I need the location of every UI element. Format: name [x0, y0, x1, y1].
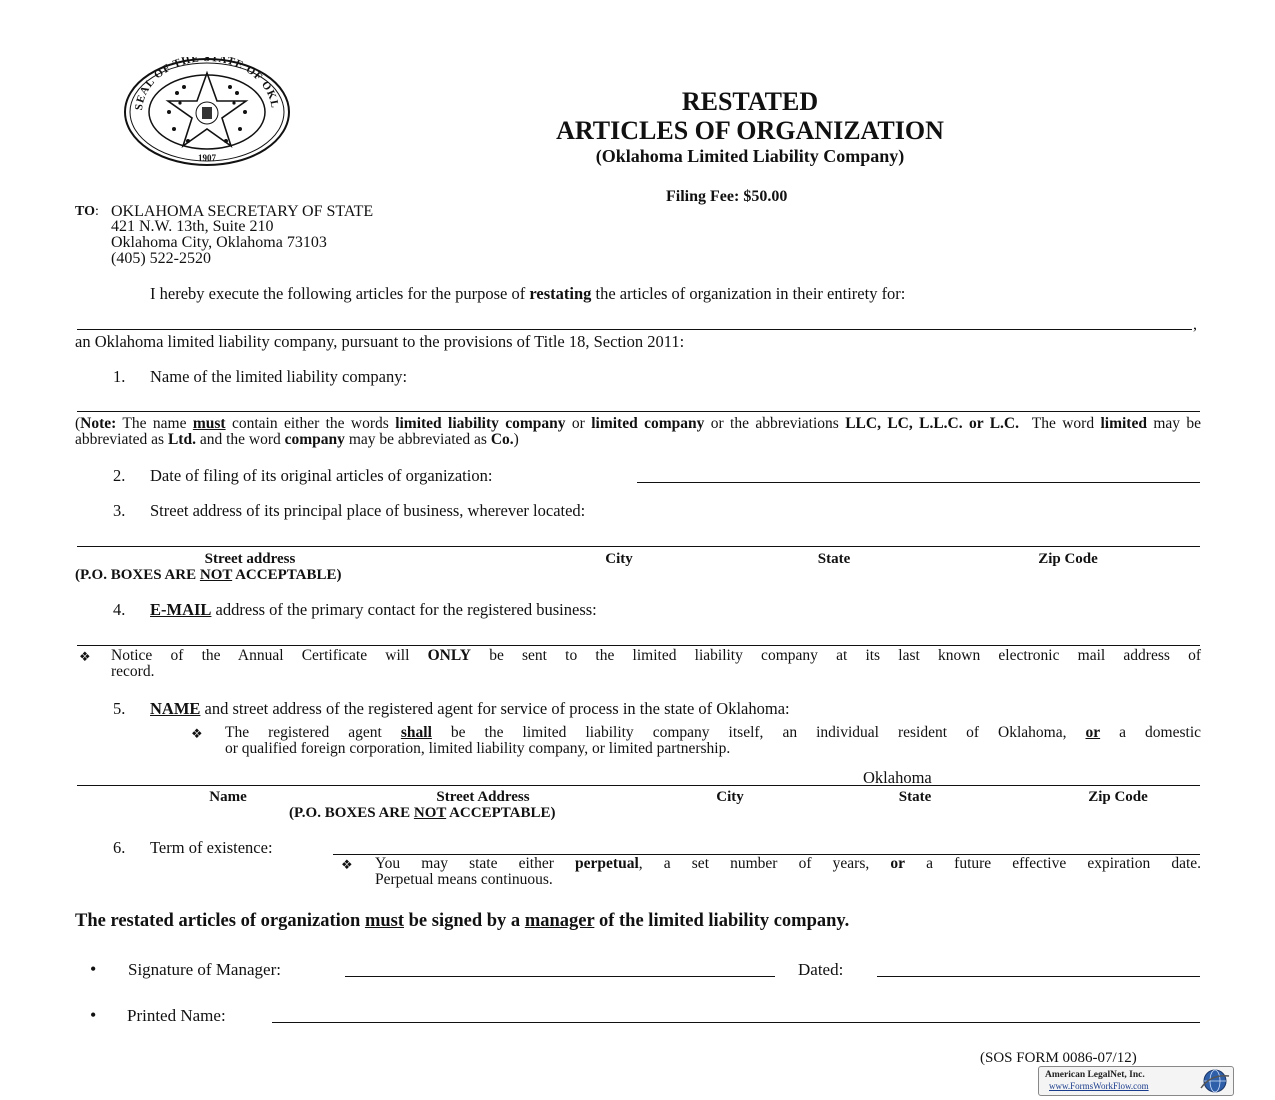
item4-number: 4. [113, 600, 126, 619]
item4-label: E-MAIL address of the primary contact for the registered business: [150, 600, 597, 619]
item4-notice-line-2: record. [111, 663, 155, 680]
item4-bullet-icon: ❖ [79, 649, 91, 664]
intro-comma: , [1193, 316, 1197, 333]
company-name-line[interactable] [77, 329, 1192, 330]
item2-date-line[interactable] [637, 482, 1200, 483]
filing-fee-value: $50.00 [743, 188, 788, 205]
item5-col-street: Street Address [436, 789, 530, 805]
dated-line[interactable] [877, 976, 1200, 977]
item4-notice: Notice of the Annual Certificate will ONLY be sent to the limited liability company at its last known electronic mail address of [111, 647, 1202, 664]
item5-agent-rule: The registered agent shall be the limited liability company itself, an individual resident of Oklahoma, or a domestic [225, 724, 1202, 741]
item5-bullet-icon: ❖ [191, 726, 203, 741]
intro-line-2: an Oklahoma limited liability company, pursuant to the provisions of Title 18, Section 2011: [75, 332, 685, 351]
item3-col-state: State [817, 551, 851, 567]
item6-label: Term of existence: [150, 838, 273, 857]
item3-po-warning: (P.O. BOXES ARE NOT ACCEPTABLE) [75, 567, 342, 583]
badge-company: American LegalNet, Inc. [1045, 1070, 1145, 1080]
signature-bullet-icon: • [90, 959, 97, 979]
seal-year: 1907 [198, 153, 216, 163]
legalnet-badge[interactable] [1038, 1066, 1234, 1096]
item1-note: (Note: The name must contain either the words limited liability company or limited company or the abbreviations LLC, LC, L.L.C. or L.C. The word limited may be abbreviated as Ltd. and the word company may be abbreviated as Co.) [75, 415, 1202, 448]
to-line-3: Oklahoma City, Oklahoma 73103 [111, 234, 327, 251]
item2-number: 2. [113, 466, 126, 485]
signature-label: Signature of Manager: [128, 960, 281, 979]
item3-number: 3. [113, 501, 126, 520]
item1-answer-line[interactable] [77, 411, 1200, 412]
intro-sentence: I hereby execute the following articles for the purpose of restating the articles of organization in their entirety for: [150, 284, 906, 303]
item5-label: NAME and street address of the registered agent for service of process in the state of Oklahoma: [150, 699, 790, 718]
to-line-2: 421 N.W. 13th, Suite 210 [111, 218, 274, 235]
signature-requirement: The restated articles of organization must be signed by a manager of the limited liability company. [75, 911, 850, 931]
filing-fee-label: Filing Fee: [666, 188, 740, 205]
item1-number: 1. [113, 367, 126, 386]
dated-label: Dated: [798, 960, 844, 979]
item4-email-line[interactable] [77, 645, 1200, 646]
to-line-1: OKLAHOMA SECRETARY OF STATE [111, 203, 374, 220]
item3-label: Street address of its principal place of business, wherever located: [150, 501, 586, 520]
item3-col-zip: Zip Code [1038, 551, 1098, 567]
printed-name-label: Printed Name: [127, 1006, 226, 1025]
item5-po-warning: (P.O. BOXES ARE NOT ACCEPTABLE) [289, 805, 556, 821]
item6-hint: You may state either perpetual, a set number of years, or a future effective expiration date. [375, 855, 1202, 872]
item6-bullet-icon: ❖ [341, 857, 353, 872]
item5-col-city: City [716, 789, 744, 805]
globe-icon [1197, 1068, 1231, 1094]
signature-line[interactable] [345, 976, 775, 977]
item5-number: 5. [113, 699, 126, 718]
filing-fee [666, 188, 787, 206]
form-id: (SOS FORM 0086-07/12) [980, 1050, 1137, 1066]
svg-text:GREAT SEAL OF THE STATE OF OKL [122, 57, 281, 114]
printed-name-line[interactable] [272, 1022, 1200, 1023]
item5-col-name: Name [209, 789, 247, 805]
item5-col-state: State [898, 789, 932, 805]
printed-bullet-icon: • [90, 1005, 97, 1025]
item6-hint-line-2: Perpetual means continuous. [375, 871, 553, 888]
seal-text: SEAL OF THE STATE OF OKL [133, 57, 281, 112]
to-label: TO: [75, 204, 99, 219]
item3-col-street: Street address [204, 551, 296, 567]
seal-graphic [122, 57, 292, 167]
state-seal [122, 57, 292, 167]
to-line-4: (405) 522-2520 [111, 250, 211, 267]
item3-col-city: City [605, 551, 633, 567]
item5-state-value: Oklahoma [863, 768, 932, 787]
item5-agent-line[interactable] [77, 785, 1200, 786]
badge-url: www.FormsWorkFlow.com [1049, 1081, 1149, 1091]
item6-number: 6. [113, 838, 126, 857]
subtitle: (Oklahoma Limited Liability Company) [595, 146, 905, 166]
item2-label: Date of filing of its original articles of organization: [150, 466, 493, 485]
item1-label: Name of the limited liability company: [150, 367, 408, 386]
item5-agent-rule-line-2: or qualified foreign corporation, limited liability company, or limited partnership. [225, 740, 731, 757]
title-articles: ARTICLES OF ORGANIZATION [556, 116, 944, 145]
item5-col-zip: Zip Code [1088, 789, 1148, 805]
item3-address-line[interactable] [77, 546, 1200, 547]
title-restated: RESTATED [681, 87, 819, 116]
